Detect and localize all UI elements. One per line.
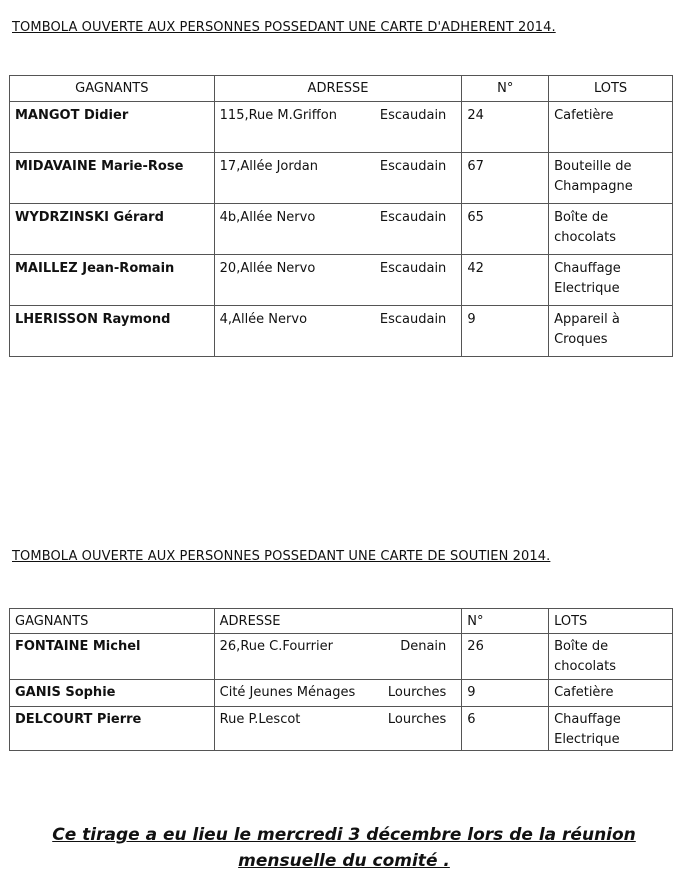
winner-address	[214, 255, 462, 306]
winner-name: MAILLEZ Jean-Romain	[10, 255, 215, 306]
winner-name: DELCOURT Pierre	[10, 707, 215, 751]
table-header-row	[10, 76, 673, 102]
section2-title: TOMBOLA OUVERTE AUX PERSONNES POSSEDANT UNE CARTE DE SOUTIEN 2014.	[12, 549, 551, 564]
section1-title: TOMBOLA OUVERTE AUX PERSONNES POSSEDANT UNE CARTE D'ADHERENT 2014.	[12, 20, 556, 35]
winner-address	[214, 680, 462, 707]
header-lots: LOTS	[549, 76, 673, 102]
table-row	[10, 707, 673, 751]
winner-name: MANGOT Didier	[10, 102, 215, 153]
winner-name: MIDAVAINE Marie-Rose	[10, 153, 215, 204]
table-row	[10, 102, 673, 153]
table-row	[10, 255, 673, 306]
winner-name: WYDRZINSKI Gérard	[10, 204, 215, 255]
header-lots: LOTS	[549, 609, 673, 634]
address-street: 26,Rue C.Fourrier	[219, 639, 333, 654]
header-gagnants: GAGNANTS	[10, 609, 215, 634]
address-city: Denain	[400, 639, 447, 654]
table-row	[10, 153, 673, 204]
address-street: 17,Allée Jordan	[219, 159, 318, 174]
prize: Chauffage Electrique	[549, 255, 673, 306]
prize: Boîte de chocolats	[549, 204, 673, 255]
winner-address	[214, 102, 462, 153]
prize: Bouteille de Champagne	[549, 153, 673, 204]
winner-name: GANIS Sophie	[10, 680, 215, 707]
table-row	[10, 306, 673, 357]
address-city: Escaudain	[379, 312, 447, 327]
address-city: Lourches	[387, 685, 447, 700]
header-adresse: ADRESSE	[214, 609, 462, 634]
prize: Appareil à Croques	[549, 306, 673, 357]
prize: Chauffage Electrique	[549, 707, 673, 751]
address-city: Escaudain	[379, 261, 447, 276]
soutien-winners-table	[9, 608, 673, 751]
ticket-number: 42	[462, 255, 549, 306]
winner-name: FONTAINE Michel	[10, 634, 215, 680]
ticket-number: 6	[462, 707, 549, 751]
address-city: Escaudain	[379, 210, 447, 225]
header-numero: N°	[462, 76, 549, 102]
header-adresse: ADRESSE	[214, 76, 462, 102]
ticket-number: 9	[462, 306, 549, 357]
winner-address	[214, 204, 462, 255]
ticket-number: 9	[462, 680, 549, 707]
draw-note-line2: mensuelle du comité .	[238, 851, 450, 871]
ticket-number: 26	[462, 634, 549, 680]
ticket-number: 65	[462, 204, 549, 255]
draw-note-line1: Ce tirage a eu lieu le mercredi 3 décembre lors de la réunion	[52, 825, 636, 845]
header-numero: N°	[462, 609, 549, 634]
address-city: Escaudain	[379, 108, 447, 123]
adherent-winners-table	[9, 75, 673, 357]
prize: Boîte de chocolats	[549, 634, 673, 680]
ticket-number: 67	[462, 153, 549, 204]
winner-address	[214, 153, 462, 204]
prize: Cafetière	[549, 680, 673, 707]
winner-address	[214, 306, 462, 357]
table-row	[10, 634, 673, 680]
table-row	[10, 680, 673, 707]
header-gagnants: GAGNANTS	[10, 76, 215, 102]
address-street: Rue P.Lescot	[219, 712, 301, 727]
winner-name: LHERISSON Raymond	[10, 306, 215, 357]
address-city: Lourches	[387, 712, 447, 727]
address-street: 115,Rue M.Griffon	[219, 108, 337, 123]
address-street: 4,Allée Nervo	[219, 312, 308, 327]
address-city: Escaudain	[379, 159, 447, 174]
address-street: 4b,Allée Nervo	[219, 210, 316, 225]
address-street: Cité Jeunes Ménages	[219, 685, 356, 700]
table-header-row	[10, 609, 673, 634]
ticket-number: 24	[462, 102, 549, 153]
draw-note	[0, 822, 688, 874]
winner-address	[214, 707, 462, 751]
prize: Cafetière	[549, 102, 673, 153]
address-street: 20,Allée Nervo	[219, 261, 316, 276]
winner-address	[214, 634, 462, 680]
table-row	[10, 204, 673, 255]
